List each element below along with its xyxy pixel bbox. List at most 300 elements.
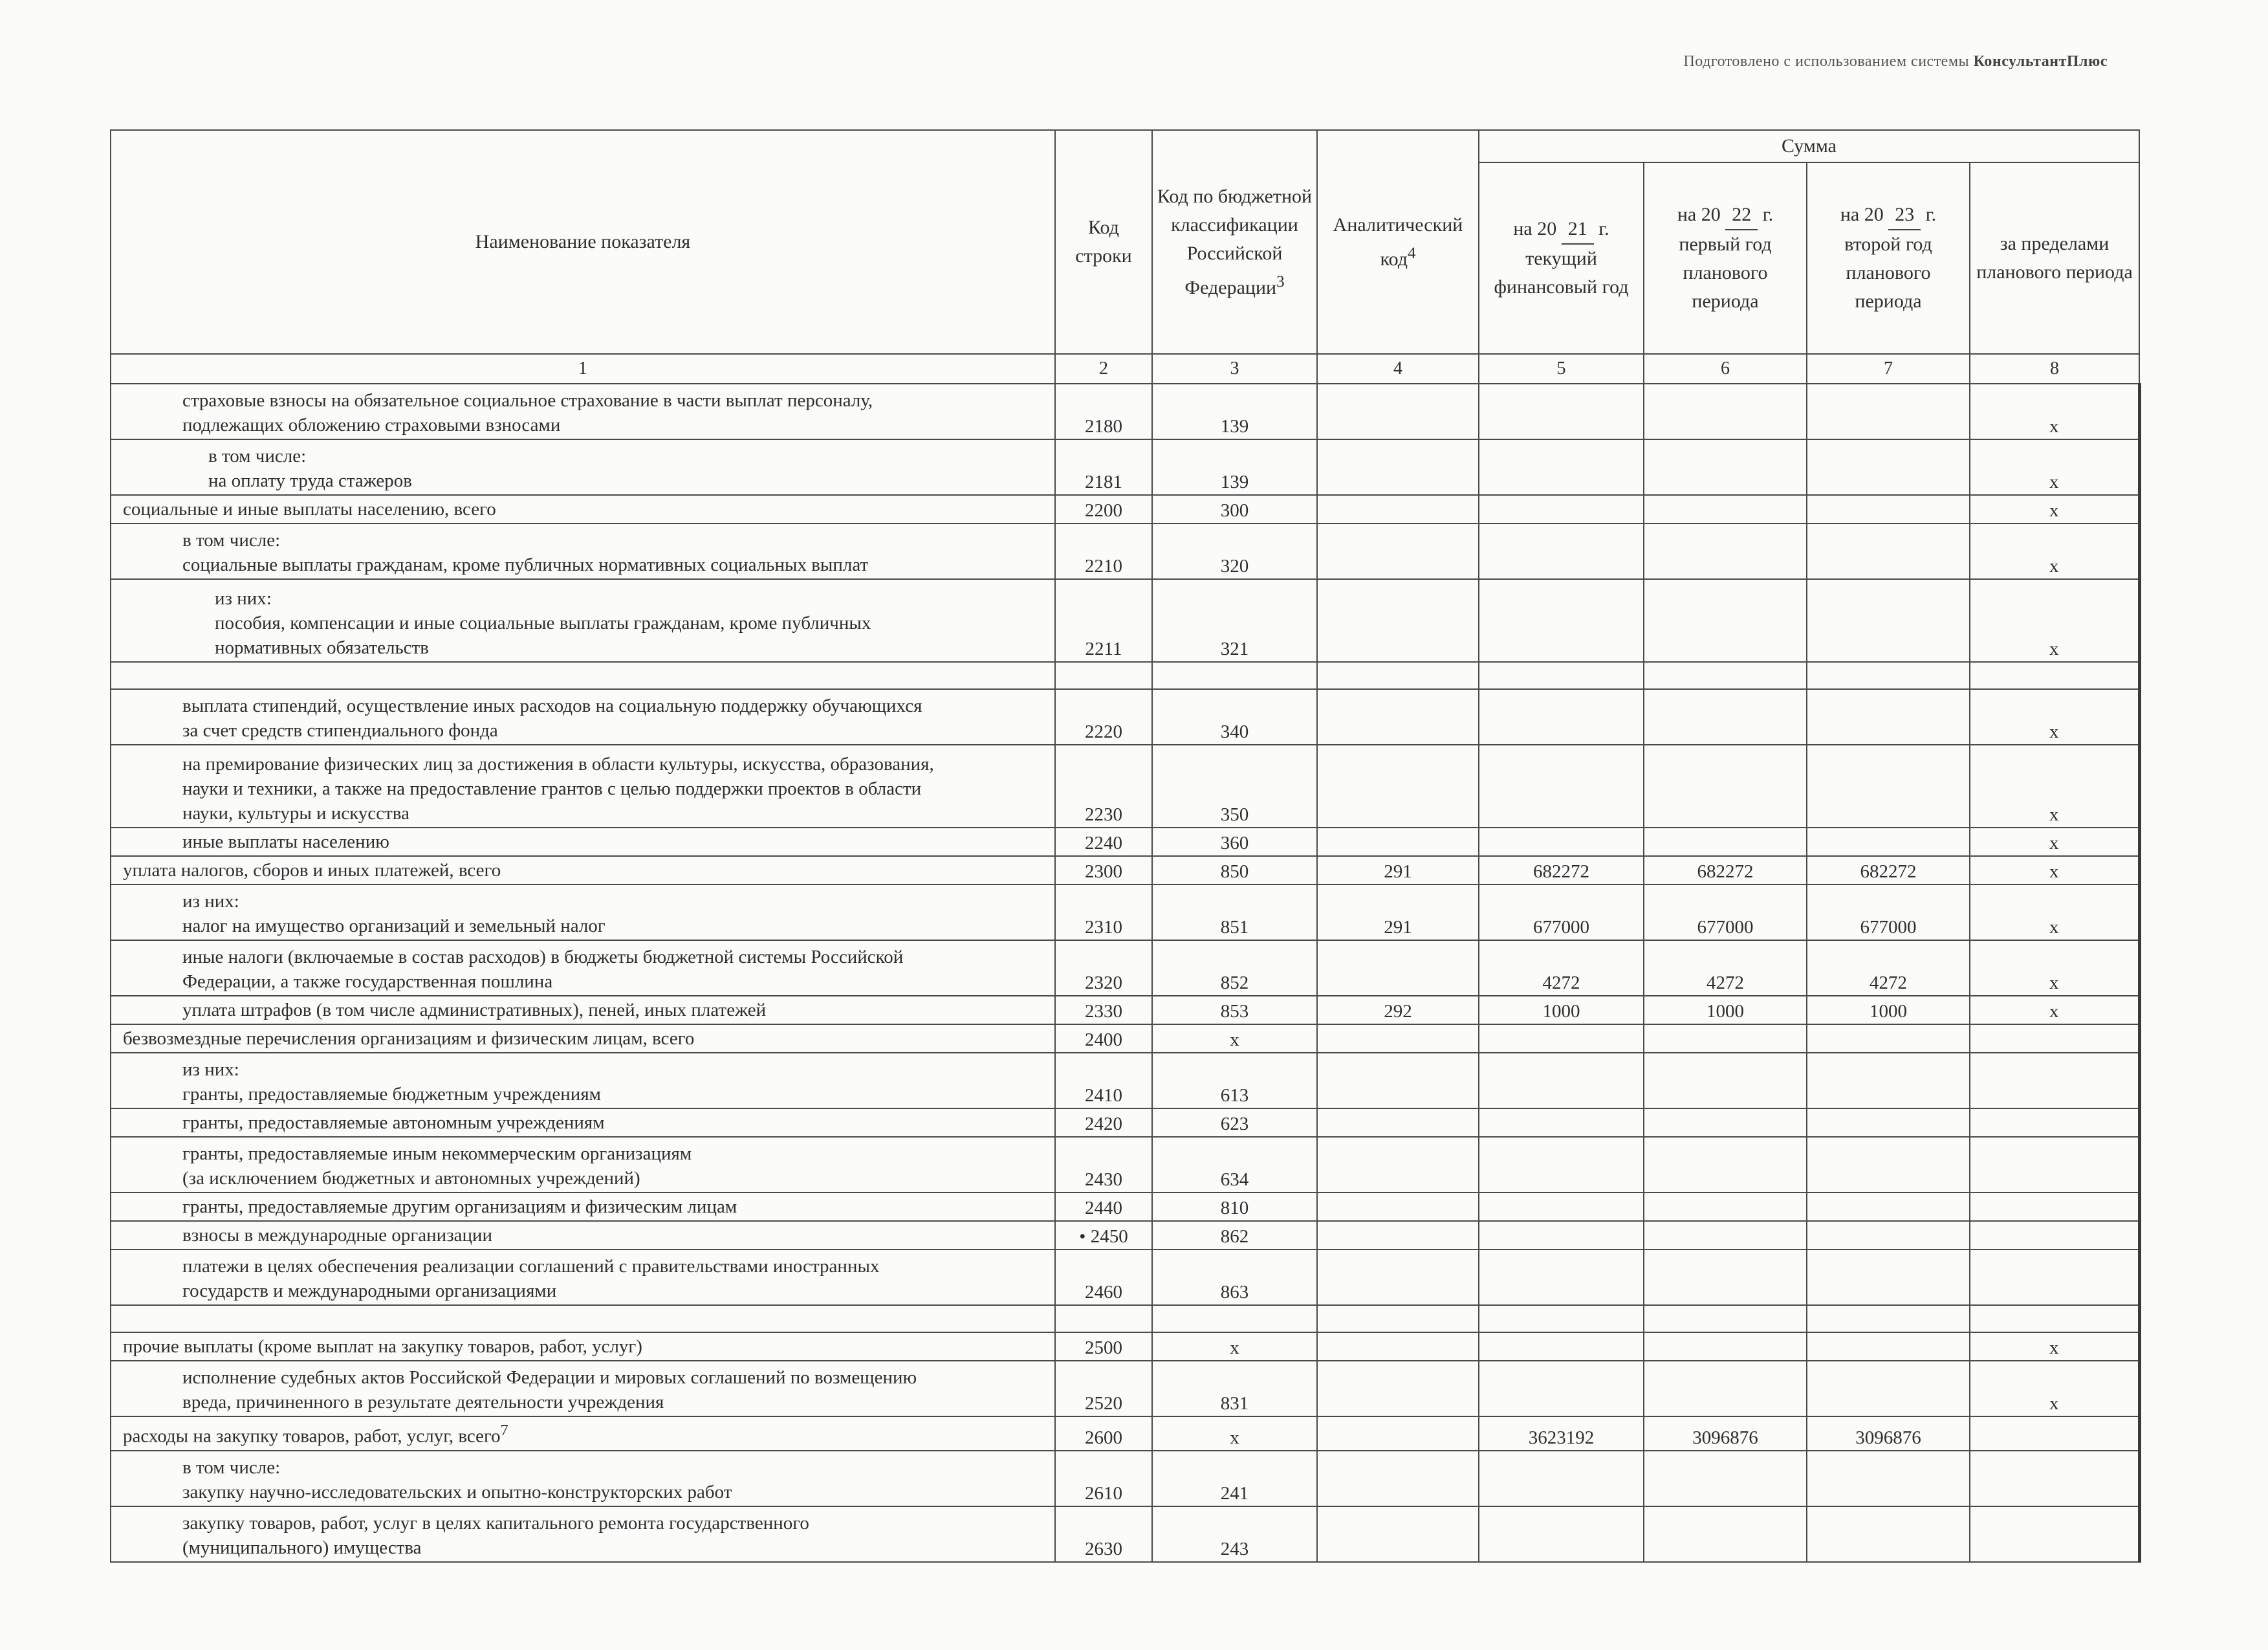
table-row xyxy=(111,885,2139,940)
expenses-table-wrapper xyxy=(110,129,2141,1563)
cell-an xyxy=(1317,1221,1479,1249)
cell-bk: 360 xyxy=(1152,828,1317,856)
year-desc-1: текущий финансовый год xyxy=(1494,248,1629,298)
year-desc-2: первый год планового периода xyxy=(1679,234,1772,312)
row-name-text: из них: xyxy=(182,891,239,912)
cell-an: 292 xyxy=(1317,996,1479,1024)
row-name-line xyxy=(182,914,1051,938)
cell-s6 xyxy=(1644,1193,1807,1221)
cell-s8: x xyxy=(1970,1361,2139,1416)
row-name-line xyxy=(182,1535,1051,1560)
cell-s6 xyxy=(1644,579,1807,662)
cell-s7 xyxy=(1807,579,1970,662)
row-name-line xyxy=(182,1110,1051,1135)
row-footnote-sup: 7 xyxy=(500,1422,508,1439)
year-value-2: 22 xyxy=(1725,201,1758,230)
spacer-cell xyxy=(1644,662,1807,689)
cell-s8 xyxy=(1970,1451,2139,1506)
cell-an xyxy=(1317,523,1479,579)
cell-s6 xyxy=(1644,439,1807,495)
row-name-text: закупку товаров, работ, услуг в целях капитального ремонта государственного xyxy=(182,1512,809,1534)
cell-an xyxy=(1317,579,1479,662)
cell-bk: 320 xyxy=(1152,523,1317,579)
row-name-line xyxy=(182,1194,1051,1219)
cell-bk: 139 xyxy=(1152,384,1317,439)
col-header-analytic-sup: 4 xyxy=(1407,244,1416,262)
cell-s8: x xyxy=(1970,996,2139,1024)
cell-code: 2211 xyxy=(1055,579,1152,662)
cell-s5 xyxy=(1479,1137,1644,1193)
row-name-text: уплата налогов, сборов и иных платежей, всего xyxy=(123,860,501,881)
cell-s8: x xyxy=(1970,940,2139,996)
row-name-line xyxy=(208,444,1051,468)
cell-s7 xyxy=(1807,1249,1970,1305)
row-name-line xyxy=(182,830,1051,854)
cell-bk: 851 xyxy=(1152,885,1317,940)
row-name-line xyxy=(182,1057,1051,1082)
cell-s7 xyxy=(1807,1137,1970,1193)
row-name-line xyxy=(182,1511,1051,1535)
row-name-cell xyxy=(111,384,1055,439)
year-suffix-1: г. xyxy=(1598,218,1609,239)
cell-bk: 139 xyxy=(1152,439,1317,495)
table-row xyxy=(111,1451,2139,1506)
row-name-text: в том числе: xyxy=(182,530,281,551)
row-name-line xyxy=(123,1334,1051,1359)
row-name-line xyxy=(182,1166,1051,1191)
row-name-cell xyxy=(111,689,1055,745)
table-row xyxy=(111,1053,2139,1108)
cell-s7 xyxy=(1807,1361,1970,1416)
cell-s6: 1000 xyxy=(1644,996,1807,1024)
row-name-line xyxy=(123,497,1051,522)
col-num-4: 4 xyxy=(1317,354,1479,384)
cell-s5 xyxy=(1479,689,1644,745)
row-name-text: закупку научно-исследовательских и опытно-конструкторских работ xyxy=(182,1481,732,1502)
spacer-cell xyxy=(111,662,1055,689)
row-name-cell xyxy=(111,1053,1055,1108)
col-num-7: 7 xyxy=(1807,354,1970,384)
cell-s5: 682272 xyxy=(1479,856,1644,885)
row-name-cell xyxy=(111,1137,1055,1193)
cell-an xyxy=(1317,689,1479,745)
row-name-text: социальные выплаты гражданам, кроме публичных нормативных социальных выплат xyxy=(182,555,869,575)
row-name-text: гранты, предоставляемые иным некоммерческим организациям xyxy=(182,1143,692,1164)
row-name-cell xyxy=(111,996,1055,1024)
cell-s5 xyxy=(1479,1361,1644,1416)
table-row xyxy=(111,579,2139,662)
row-name-line xyxy=(182,1455,1051,1480)
row-name-line xyxy=(182,969,1051,994)
cell-an xyxy=(1317,1024,1479,1053)
cell-s7: 1000 xyxy=(1807,996,1970,1024)
cell-s5 xyxy=(1479,1053,1644,1108)
cell-an xyxy=(1317,1361,1479,1416)
row-name-text: гранты, предоставляемые автономным учреждениям xyxy=(182,1112,605,1133)
row-name-text: за счет средств стипендиального фонда xyxy=(182,720,498,741)
cell-an xyxy=(1317,1416,1479,1451)
row-name-line xyxy=(182,718,1051,743)
cell-s5 xyxy=(1479,439,1644,495)
row-name-line xyxy=(182,1390,1051,1414)
cell-s8 xyxy=(1970,1249,2139,1305)
cell-an xyxy=(1317,1506,1479,1562)
table-row xyxy=(111,439,2139,495)
cell-an xyxy=(1317,1332,1479,1361)
table-row xyxy=(111,1249,2139,1305)
row-name-text: взносы в международные организации xyxy=(182,1225,493,1246)
cell-s7: 682272 xyxy=(1807,856,1970,885)
cell-s5 xyxy=(1479,828,1644,856)
cell-s5 xyxy=(1479,1193,1644,1221)
cell-an xyxy=(1317,384,1479,439)
consultant-plus-brand: КонсультантПлюс xyxy=(1973,53,2108,70)
spacer-cell xyxy=(1970,662,2139,689)
cell-s6 xyxy=(1644,495,1807,523)
col-header-analytic-text: Аналитический код xyxy=(1333,214,1463,270)
cell-s6: 682272 xyxy=(1644,856,1807,885)
spacer-row xyxy=(111,1305,2139,1332)
row-name-line xyxy=(182,1279,1051,1303)
cell-code: 2230 xyxy=(1055,745,1152,828)
row-name-line xyxy=(182,413,1051,437)
col-header-bk-text: Код по бюджетной классификации Российской Федерации xyxy=(1157,185,1313,298)
row-name-text: вреда, причиненного в результате деятельности учреждения xyxy=(182,1392,664,1413)
row-name-text: в том числе: xyxy=(208,446,307,467)
cell-s5 xyxy=(1479,1506,1644,1562)
cell-s6 xyxy=(1644,828,1807,856)
cell-code: 2220 xyxy=(1055,689,1152,745)
cell-s7 xyxy=(1807,523,1970,579)
col-header-bk xyxy=(1152,130,1317,354)
table-row xyxy=(111,1332,2139,1361)
cell-s5: 3623192 xyxy=(1479,1416,1644,1451)
cell-code: 2440 xyxy=(1055,1193,1152,1221)
cell-s8 xyxy=(1970,1416,2139,1451)
row-name-line xyxy=(123,858,1051,883)
cell-an xyxy=(1317,940,1479,996)
row-name-cell xyxy=(111,439,1055,495)
cell-code: 2600 xyxy=(1055,1416,1152,1451)
cell-s5 xyxy=(1479,523,1644,579)
spacer-cell xyxy=(1317,662,1479,689)
prepared-with-text: Подготовлено с использованием системы xyxy=(1683,53,1970,70)
row-name-line xyxy=(182,694,1051,718)
cell-s6: 4272 xyxy=(1644,940,1807,996)
row-name-text: расходы на закупку товаров, работ, услуг, всего xyxy=(123,1425,501,1447)
header-row-top xyxy=(111,130,2139,162)
table-row xyxy=(111,384,2139,439)
row-name-cell xyxy=(111,1361,1055,1416)
cell-an: 291 xyxy=(1317,856,1479,885)
cell-s6 xyxy=(1644,384,1807,439)
col-header-beyond: за пределами планового периода xyxy=(1970,162,2139,354)
cell-bk: 853 xyxy=(1152,996,1317,1024)
row-name-text: налог на имущество организаций и земельный налог xyxy=(182,916,605,936)
table-row xyxy=(111,1137,2139,1193)
col-num-6: 6 xyxy=(1644,354,1807,384)
row-name-text: науки и техники, а также на предоставление грантов с целью поддержки проектов в области xyxy=(182,778,922,799)
row-name-text: на премирование физических лиц за достижения в области культуры, искусства, образования, xyxy=(182,754,934,775)
spacer-cell xyxy=(1317,1305,1479,1332)
cell-s8: x xyxy=(1970,1332,2139,1361)
cell-s8: x xyxy=(1970,523,2139,579)
row-name-cell xyxy=(111,1249,1055,1305)
cell-code: 2460 xyxy=(1055,1249,1152,1305)
cell-code: 2410 xyxy=(1055,1053,1152,1108)
cell-bk: 340 xyxy=(1152,689,1317,745)
row-name-text: гранты, предоставляемые бюджетным учреждениям xyxy=(182,1084,602,1105)
row-name-text: в том числе: xyxy=(182,1457,281,1478)
row-name-line xyxy=(182,1141,1051,1166)
row-name-text: нормативных обязательств xyxy=(215,637,429,658)
row-name-cell xyxy=(111,495,1055,523)
spacer-cell xyxy=(1055,1305,1152,1332)
cell-s7 xyxy=(1807,495,1970,523)
cell-s5: 1000 xyxy=(1479,996,1644,1024)
row-name-cell xyxy=(111,1416,1055,1451)
row-name-line xyxy=(182,1254,1051,1279)
spacer-cell xyxy=(1970,1305,2139,1332)
cell-an xyxy=(1317,1451,1479,1506)
spacer-cell xyxy=(1807,662,1970,689)
cell-s6: 3096876 xyxy=(1644,1416,1807,1451)
table-row xyxy=(111,1221,2139,1249)
spacer-row xyxy=(111,662,2139,689)
cell-bk: 623 xyxy=(1152,1108,1317,1137)
cell-s7: 677000 xyxy=(1807,885,1970,940)
cell-s6 xyxy=(1644,1506,1807,1562)
row-name-line xyxy=(182,998,1051,1022)
cell-bk: 634 xyxy=(1152,1137,1317,1193)
table-row xyxy=(111,1361,2139,1416)
row-name-text: уплата штрафов (в том числе административных), пеней, иных платежей xyxy=(182,1000,767,1020)
cell-s7 xyxy=(1807,828,1970,856)
spacer-cell xyxy=(1055,662,1152,689)
cell-s7 xyxy=(1807,1108,1970,1137)
row-name-line xyxy=(215,611,1051,635)
cell-s8 xyxy=(1970,1024,2139,1053)
cell-s7 xyxy=(1807,1024,1970,1053)
cell-s8 xyxy=(1970,1506,2139,1562)
row-name-text: подлежащих обложению страховыми взносами xyxy=(182,415,561,435)
table-row xyxy=(111,856,2139,885)
cell-s8: x xyxy=(1970,828,2139,856)
cell-code: 2210 xyxy=(1055,523,1152,579)
cell-bk: 810 xyxy=(1152,1193,1317,1221)
column-number-row xyxy=(111,354,2139,384)
cell-bk: 831 xyxy=(1152,1361,1317,1416)
row-name-line xyxy=(182,889,1051,914)
cell-bk: 241 xyxy=(1152,1451,1317,1506)
table-row xyxy=(111,1416,2139,1451)
cell-an: 291 xyxy=(1317,885,1479,940)
row-name-line xyxy=(182,945,1051,969)
cell-s7: 4272 xyxy=(1807,940,1970,996)
row-name-cell xyxy=(111,1332,1055,1361)
cell-bk: 613 xyxy=(1152,1053,1317,1108)
col-header-analytic xyxy=(1317,130,1479,354)
spacer-cell xyxy=(1644,1305,1807,1332)
cell-s8 xyxy=(1970,1053,2139,1108)
row-name-text: безвозмездные перечисления организациям и физическим лицам, всего xyxy=(123,1028,695,1049)
cell-s8: x xyxy=(1970,439,2139,495)
year-desc-3: второй год планового периода xyxy=(1844,234,1932,312)
cell-s8: x xyxy=(1970,495,2139,523)
cell-s8: x xyxy=(1970,384,2139,439)
cell-code: • 2450 xyxy=(1055,1221,1152,1249)
row-name-text: Федерации, а также государственная пошлина xyxy=(182,971,553,992)
cell-s7: 3096876 xyxy=(1807,1416,1970,1451)
year-value-3: 23 xyxy=(1888,201,1921,230)
cell-s7 xyxy=(1807,384,1970,439)
row-name-cell xyxy=(111,1451,1055,1506)
expenses-table xyxy=(110,129,2141,1563)
cell-an xyxy=(1317,1193,1479,1221)
cell-s6 xyxy=(1644,1137,1807,1193)
cell-bk: 350 xyxy=(1152,745,1317,828)
cell-s8 xyxy=(1970,1221,2139,1249)
row-name-line xyxy=(182,388,1051,413)
year-prefix-1: на 20 xyxy=(1513,218,1557,239)
cell-s5 xyxy=(1479,1108,1644,1137)
table-row xyxy=(111,996,2139,1024)
cell-bk: 850 xyxy=(1152,856,1317,885)
row-name-cell xyxy=(111,1024,1055,1053)
row-name-cell xyxy=(111,885,1055,940)
row-name-line xyxy=(182,1365,1051,1390)
cell-an xyxy=(1317,439,1479,495)
cell-code: 2180 xyxy=(1055,384,1152,439)
cell-s8: x xyxy=(1970,885,2139,940)
cell-code: 2630 xyxy=(1055,1506,1152,1562)
cell-s6 xyxy=(1644,523,1807,579)
col-header-code: Код строки xyxy=(1055,130,1152,354)
year-suffix-3: г. xyxy=(1925,204,1937,225)
table-row xyxy=(111,1193,2139,1221)
year-prefix-2: на 20 xyxy=(1677,204,1721,225)
cell-code: 2520 xyxy=(1055,1361,1152,1416)
table-row xyxy=(111,828,2139,856)
cell-s6 xyxy=(1644,1053,1807,1108)
col-num-5: 5 xyxy=(1479,354,1644,384)
cell-s5 xyxy=(1479,384,1644,439)
spacer-cell xyxy=(111,1305,1055,1332)
row-name-cell xyxy=(111,1221,1055,1249)
row-name-cell xyxy=(111,523,1055,579)
cell-s6 xyxy=(1644,1249,1807,1305)
row-name-line xyxy=(182,752,1051,776)
spacer-cell xyxy=(1807,1305,1970,1332)
cell-an xyxy=(1317,745,1479,828)
col-header-sum: Сумма xyxy=(1479,130,2139,162)
cell-s7 xyxy=(1807,1332,1970,1361)
cell-s5 xyxy=(1479,1451,1644,1506)
cell-s7 xyxy=(1807,745,1970,828)
cell-bk: x xyxy=(1152,1024,1317,1053)
row-name-cell xyxy=(111,856,1055,885)
year-value-1: 21 xyxy=(1562,215,1594,245)
cell-s5 xyxy=(1479,495,1644,523)
cell-code: 2200 xyxy=(1055,495,1152,523)
cell-s5: 4272 xyxy=(1479,940,1644,996)
cell-s6 xyxy=(1644,1221,1807,1249)
cell-an xyxy=(1317,828,1479,856)
table-row xyxy=(111,689,2139,745)
row-name-line xyxy=(208,468,1051,493)
row-name-line xyxy=(182,801,1051,826)
cell-code: 2430 xyxy=(1055,1137,1152,1193)
cell-s7 xyxy=(1807,1451,1970,1506)
cell-an xyxy=(1317,1053,1479,1108)
cell-s6 xyxy=(1644,1332,1807,1361)
cell-s6 xyxy=(1644,1024,1807,1053)
cell-s7 xyxy=(1807,1506,1970,1562)
table-row xyxy=(111,1506,2139,1562)
cell-s8 xyxy=(1970,1137,2139,1193)
row-name-line xyxy=(182,553,1051,577)
row-name-cell xyxy=(111,1193,1055,1221)
cell-bk: 862 xyxy=(1152,1221,1317,1249)
cell-code: 2181 xyxy=(1055,439,1152,495)
row-name-cell xyxy=(111,828,1055,856)
row-name-text: науки, культуры и искусства xyxy=(182,803,409,824)
cell-code: 2610 xyxy=(1055,1451,1152,1506)
cell-s5 xyxy=(1479,1221,1644,1249)
cell-bk: 300 xyxy=(1152,495,1317,523)
cell-s5 xyxy=(1479,579,1644,662)
cell-s5 xyxy=(1479,745,1644,828)
row-name-text: (муниципального) имущества xyxy=(182,1537,422,1558)
cell-s5: 677000 xyxy=(1479,885,1644,940)
row-name-cell xyxy=(111,579,1055,662)
row-name-text: иные выплаты населению xyxy=(182,831,389,852)
cell-an xyxy=(1317,1137,1479,1193)
row-name-line xyxy=(123,1418,1051,1449)
row-name-line xyxy=(182,528,1051,553)
cell-bk: 852 xyxy=(1152,940,1317,996)
cell-s8 xyxy=(1970,1193,2139,1221)
col-num-1: 1 xyxy=(111,354,1055,384)
row-name-line xyxy=(182,1480,1051,1504)
table-row xyxy=(111,1024,2139,1053)
row-name-text: пособия, компенсации и иные социальные выплаты гражданам, кроме публичных xyxy=(215,613,871,633)
cell-s6: 677000 xyxy=(1644,885,1807,940)
col-header-year-2 xyxy=(1644,162,1807,354)
col-num-8: 8 xyxy=(1970,354,2139,384)
cell-s7 xyxy=(1807,1053,1970,1108)
row-name-text: иные налоги (включаемые в состав расходов) в бюджеты бюджетной системы Российской xyxy=(182,947,904,967)
row-name-text: исполнение судебных актов Российской Федерации и мировых соглашений по возмещению xyxy=(182,1367,917,1388)
cell-bk: 321 xyxy=(1152,579,1317,662)
table-row xyxy=(111,495,2139,523)
cell-code: 2300 xyxy=(1055,856,1152,885)
row-name-text: из них: xyxy=(215,588,272,609)
table-row xyxy=(111,940,2139,996)
expenses-table-body xyxy=(111,384,2139,1562)
row-name-cell xyxy=(111,1108,1055,1137)
cell-s7 xyxy=(1807,1193,1970,1221)
row-name-text: гранты, предоставляемые другим организациям и физическим лицам xyxy=(182,1196,737,1217)
cell-bk: 863 xyxy=(1152,1249,1317,1305)
cell-code: 2400 xyxy=(1055,1024,1152,1053)
cell-s7 xyxy=(1807,689,1970,745)
cell-s6 xyxy=(1644,1451,1807,1506)
row-name-cell xyxy=(111,745,1055,828)
row-name-text: выплата стипендий, осуществление иных расходов на социальную поддержку обучающихся xyxy=(182,696,922,716)
row-name-text: из них: xyxy=(182,1059,239,1080)
col-header-year-3 xyxy=(1807,162,1970,354)
